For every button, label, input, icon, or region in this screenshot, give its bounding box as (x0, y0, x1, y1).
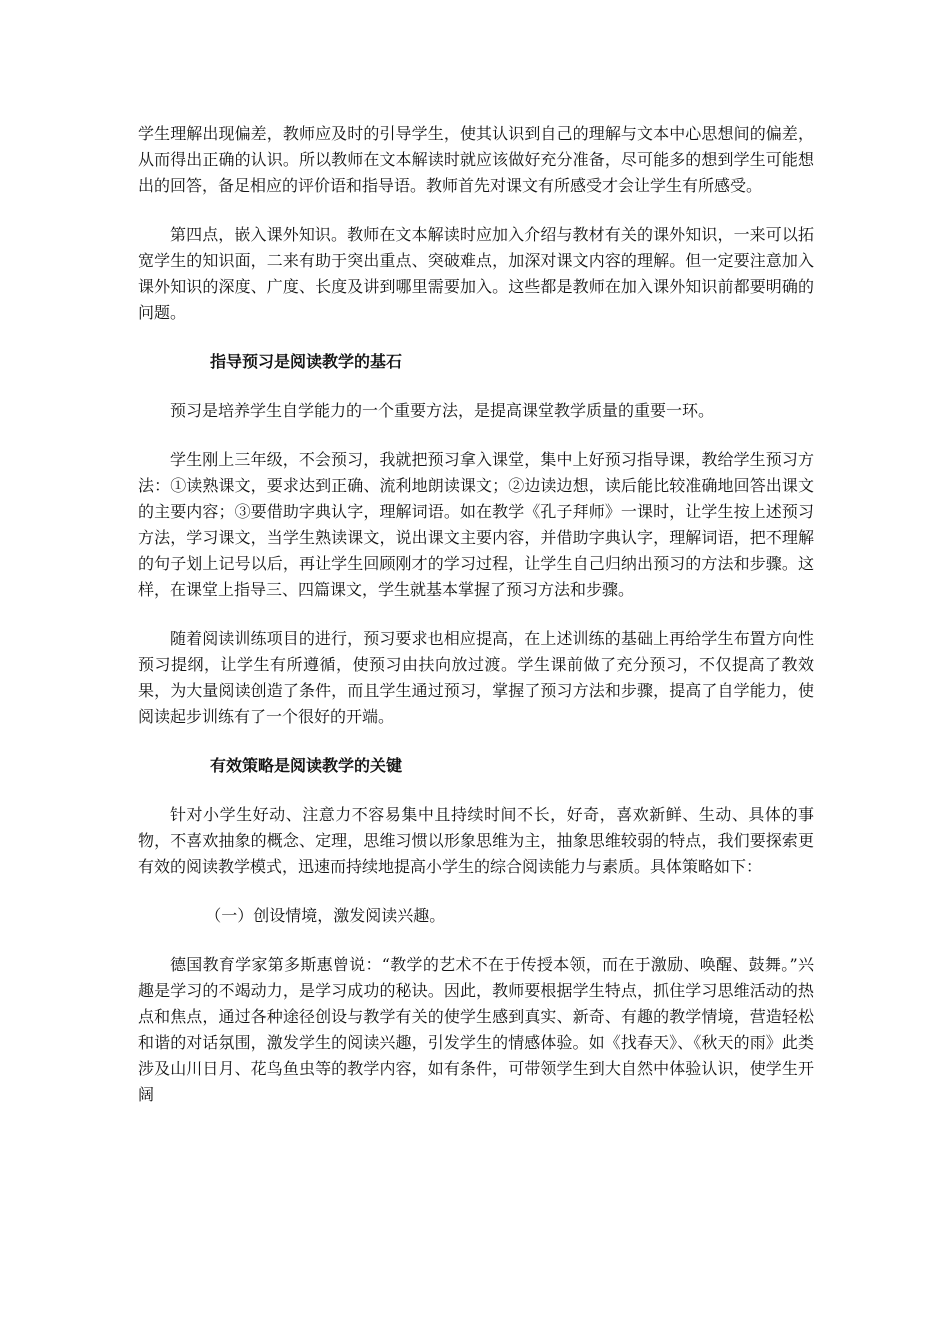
paragraph-strategy-intro: 针对小学生好动、注意力不容易集中且持续时间不长，好奇，喜欢新鲜、生动、具体的事物，不喜欢抽象的概念、定理，思维习惯以形象思维为主，抽象思维较弱的特点，我们要探索更有效的阅读教学模式，迅速而持续地提高小学生的综合阅读能力与素质。具体策略如下： (138, 805, 814, 876)
subheading-create-situation: （一）创设情境，激发阅读兴趣。 (205, 906, 446, 925)
paragraph-point-four: 第四点，嵌入课外知识。教师在文本解读时应加入介绍与教材有关的课外知识，一来可以拓宽学生的知识面，二来有助于突出重点、突破难点，加深对课文内容的理解。但一定要注意加入课外知识的深度、广度、长度及讲到哪里需要加入。这些都是教师在加入课外知识前都要明确的问题。 (138, 225, 814, 322)
paragraph-preview-intro: 预习是培养学生自学能力的一个重要方法，是提高课堂教学质量的重要一环。 (170, 401, 715, 420)
paragraph-preview-method: 学生刚上三年级，不会预习，我就把预习拿入课堂，集中上好预习指导课，教给学生预习方法：①读熟课文，要求达到正确、流利地朗读课文；②边读边想，读后能比较准确地回答出课文的主要内容；③要借助字典认字，理解词语。如在教学《孔子拜师》一课时，让学生按上述预习方法，学习课文，当学生熟读课文，说出课文主要内容，并借助字典认字，理解词语，把不理解的句子划上记号以后，再让学生回顾刚才的学习过程，让学生自己归纳出预习的方法和步骤。这样，在课堂上指导三、四篇课文，学生就基本掌握了预习方法和步骤。 (138, 450, 814, 599)
document-body (138, 121, 814, 1131)
paragraph-preview-progress: 随着阅读训练项目的进行，预习要求也相应提高，在上述训练的基础上再给学生布置方向性预习提纲，让学生有所遵循，使预习由扶向放过渡。学生课前做了充分预习，不仅提高了教效果，为大量阅读创造了条件，而且学生通过预习，掌握了预习方法和步骤，提高了自学能力，使阅读起步训练有了一个很好的开端。 (138, 629, 814, 726)
section-heading-strategy: 有效策略是阅读教学的关键 (210, 756, 403, 775)
section-heading-preview: 指导预习是阅读教学的基石 (210, 352, 403, 371)
paragraph-create-situation: 德国教育学家第多斯惠曾说：“教学的艺术不在于传授本领，而在于激励、唤醒、鼓舞。”兴趣是学习的不竭动力，是学习成功的秘诀。因此，教师要根据学生特点，抓住学习思维活动的热点和焦点，通过各种途径创设与教学有关的使学生感到真实、新奇、有趣的教学情境，营造轻松和谐的对话氛围，激发学生的阅读兴趣，引发学生的情感体验。如《找春天》、《秋天的雨》此类涉及山川日月、花鸟鱼虫等的教学内容，如有条件，可带领学生到大自然中体验认识，使学生开阔 (138, 955, 814, 1104)
paragraph-continuation: 学生理解出现偏差，教师应及时的引导学生，使其认识到自己的理解与文本中心思想间的偏差，从而得出正确的认识。所以教师在文本解读时就应该做好充分准备，尽可能多的想到学生可能想出的回答，备足相应的评价语和指导语。教师首先对课文有所感受才会让学生有所感受。 (138, 124, 814, 195)
